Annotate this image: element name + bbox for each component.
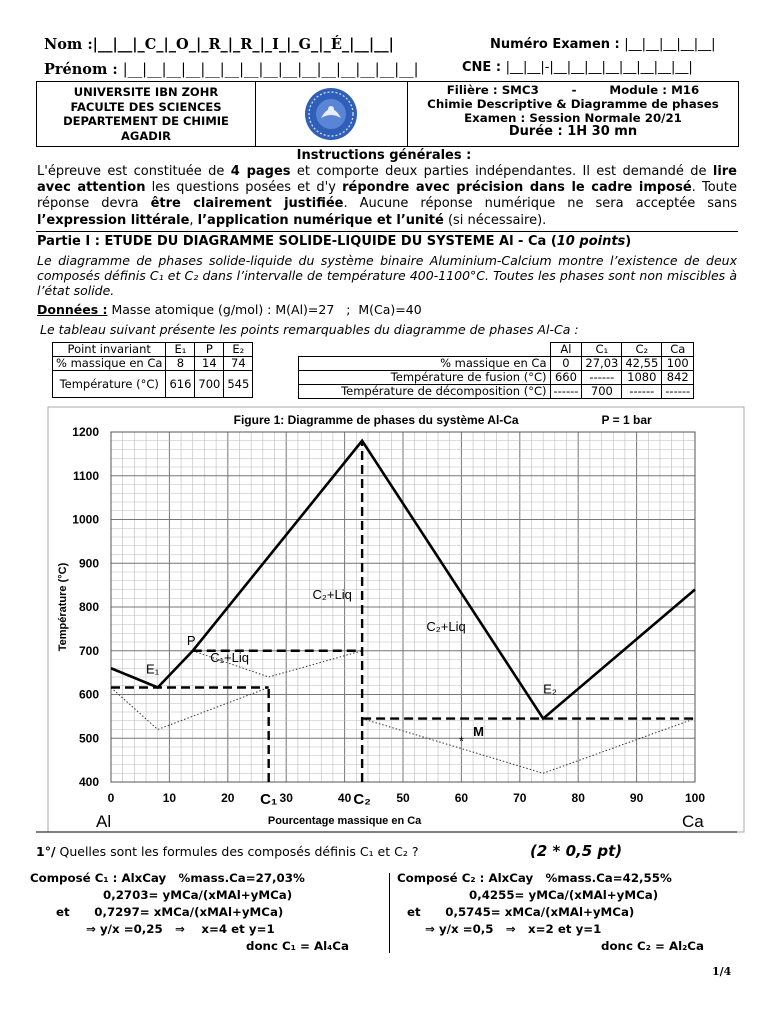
donnees-text: Masse atomique (g/mol) : M(Al)=27 ; M(Ca)=40 — [107, 302, 422, 317]
y-tick-label: 1200 — [72, 425, 99, 439]
table-cell: 27,03 — [582, 357, 622, 371]
firstname-label: Prénom : — [44, 61, 118, 78]
table-cell: 700 — [582, 385, 622, 399]
question-points: (2 * 0,5 pt) — [530, 842, 623, 860]
y-tick-label: 400 — [78, 775, 99, 789]
y-tick-label: 600 — [78, 687, 99, 702]
x-axis-label: Pourcentage massique en Ca — [267, 815, 422, 827]
compound-tick-label: C₂ — [353, 791, 371, 808]
instructions-divider — [36, 231, 738, 232]
table-cell — [299, 343, 551, 357]
instr-text-1: L'épreuve est constituée de — [37, 164, 231, 179]
instr-bold-3: répondre avec précision dans le cadre imposé — [342, 180, 692, 196]
answer-c2 — [397, 870, 757, 955]
part-points: 10 points — [556, 234, 626, 249]
axis-end-label-ca: Ca — [682, 812, 704, 831]
table-cell: Température de décomposition (°C) — [299, 385, 551, 399]
question-1 — [36, 844, 418, 859]
instr-text-6: , — [189, 212, 198, 228]
invariant-points-table — [52, 342, 253, 398]
part-title-text: Partie I : ETUDE DU DIAGRAMME SOLIDE-LIQUIDE DU SYSTEME Al - Ca ( — [37, 234, 557, 249]
phase-region-label: E₁ — [146, 661, 160, 677]
cne-field — [462, 60, 693, 75]
y-tick-label: 900 — [78, 556, 99, 571]
table-cell: E₂ — [224, 343, 253, 357]
y-tick-label: 1000 — [72, 512, 99, 527]
table-cell: 74 — [224, 357, 253, 371]
point-m-marker: * — [458, 733, 464, 749]
name-label: Nom : — [44, 36, 93, 53]
instr-bold-2: lire avec attention — [37, 164, 737, 196]
table-row — [299, 385, 694, 399]
x-tick-label: 60 — [454, 791, 469, 805]
table-row — [53, 343, 253, 357]
table-cell: 100 — [662, 357, 694, 371]
table-intro: Le tableau suivant présente les points remarquables du diagramme de phases Al-Ca : — [40, 322, 579, 337]
question-text: Quelles sont les formules des composés définis C₁ et C₂ ? — [55, 844, 419, 859]
table-cell: Ca — [662, 343, 694, 357]
instr-bold-6: l’application numérique et l’unité — [197, 212, 444, 228]
answer-c2-line: et 0,5745= xMCa/(xMAl+yMCa) — [407, 905, 635, 919]
instr-text-7: (si nécessaire). — [443, 212, 547, 228]
instr-text-5: . Aucune réponse numérique ne sera acceptée sans — [343, 196, 737, 212]
table-cell: P — [195, 343, 224, 357]
instr-bold-5: l’expression littérale — [37, 212, 190, 228]
table-cell: 660 — [550, 371, 582, 385]
answer-c2-line: 0,4255= yMCa/(xMAl+yMCa) — [469, 888, 659, 902]
table-cell: 545 — [224, 371, 253, 398]
y-tick-label: 700 — [78, 643, 99, 658]
phase-region-label: C₂+Liq — [312, 587, 352, 603]
phase-region-label: E₂ — [543, 681, 557, 697]
instr-text-2: et comporte deux parties indépendantes. Il est demandé de — [290, 164, 713, 179]
x-tick-label: 80 — [571, 791, 585, 805]
faculty-line: FACULTE DES SCIENCES — [70, 99, 222, 114]
y-tick-label: 1100 — [72, 468, 99, 483]
chart-title: Figure 1: Diagramme de phases du système Al-Ca — [233, 413, 519, 427]
university-line: UNIVERSITE IBN ZOHR — [73, 85, 219, 99]
name-value: |__|__|_C_|_O_|_R_|_R_|_I_|_G_|_É_|__|__| — [92, 36, 394, 53]
instructions-text — [37, 164, 737, 229]
x-tick-label: 20 — [221, 791, 235, 805]
answer-c2-line: ⇒ y/x =0,5 ⇒ x=2 et y=1 — [425, 922, 602, 936]
session-line: Examen : Session Normale 20/21 — [464, 111, 682, 125]
instr-bold-1: 4 pages — [230, 164, 291, 179]
module-line: Chimie Descriptive & Diagramme de phases — [427, 97, 719, 111]
instr-bold-4: être clairement justifiée — [150, 196, 344, 212]
y-tick-label: 500 — [78, 731, 99, 746]
table-cell: 8 — [166, 357, 195, 371]
filiere-line: Filière : SMC3 - Module : M16 — [446, 83, 700, 97]
table-row — [53, 357, 253, 371]
student-name-field — [44, 36, 394, 53]
table-cell: 42,55 — [622, 357, 662, 371]
answer-c2-line: Composé C₂ : AlxCay %mass.Ca=42,55% — [397, 871, 672, 885]
part-intro: Le diagramme de phases solide-liquide du système binaire Aluminium-Calcium montre l’existence de deux composés définis C₁ et C₂ dans l’intervalle de température 400-1100°C. Toutes les phases sont non miscibles à l’état solide. — [37, 253, 737, 298]
table-cell: 14 — [195, 357, 224, 371]
instr-text-4: . Toute réponse devra — [37, 180, 737, 212]
cne-label: CNE : — [462, 60, 502, 75]
question-number: 1°/ — [36, 844, 56, 859]
instr-text-3: les questions posées et d'y — [145, 180, 343, 196]
answer-c1-line: 0,2703= yMCa/(xMAl+yMCa) — [103, 888, 293, 902]
phase-region-label: C₁+Liq — [210, 650, 249, 666]
x-tick-label: 100 — [684, 791, 706, 805]
x-tick-label: 10 — [162, 791, 177, 805]
table-cell: 616 — [166, 371, 195, 398]
table-cell: E₁ — [166, 343, 195, 357]
exam-number-label: Numéro Examen : — [490, 37, 620, 52]
answer-c2-result: donc C₂ = Al₂Ca — [601, 939, 704, 953]
compound-tick-label: C₁ — [260, 791, 278, 808]
table-cell: ------ — [662, 385, 694, 399]
table-cell: 700 — [195, 371, 224, 398]
chart-pressure-label: P = 1 bar — [601, 413, 652, 427]
table-cell: % massique en Ca — [299, 357, 551, 371]
axis-end-label-al: Al — [96, 812, 112, 831]
table-cell: 1080 — [622, 371, 662, 385]
donnees-line — [37, 302, 422, 317]
student-firstname-field — [44, 61, 418, 78]
duration-line: Durée : 1H 30 mn — [508, 124, 638, 139]
y-tick-label: 800 — [78, 600, 99, 614]
page-number: 1/4 — [712, 965, 732, 978]
x-tick-label: 90 — [629, 791, 644, 805]
phase-diagram-chart — [0, 405, 768, 838]
table-cell: 842 — [662, 371, 694, 385]
phase-region-label: M — [473, 724, 484, 740]
exam-number-field — [490, 37, 716, 52]
x-tick-label: 50 — [396, 791, 410, 805]
part-title-close: ) — [625, 234, 632, 249]
department-line: DEPARTEMENT DE CHIMIE — [63, 114, 229, 128]
phase-region-label: P — [186, 633, 196, 649]
answer-divider — [389, 873, 390, 953]
y-axis-label: Température (°C) — [57, 562, 69, 652]
table-cell: % massique en Ca — [53, 357, 166, 371]
table-cell: C₁ — [582, 343, 622, 357]
x-tick-label: 70 — [513, 791, 527, 805]
table-cell: ------ — [550, 385, 582, 399]
table-row — [299, 371, 694, 385]
phase-region-label: C₂+Liq — [426, 619, 466, 635]
chart-frame — [48, 407, 744, 832]
part-title — [37, 234, 631, 249]
table-cell: 0 — [550, 357, 582, 371]
donnees-label: Données : — [37, 302, 108, 317]
table-cell: Point invariant — [53, 343, 166, 357]
x-tick-label: 40 — [337, 791, 352, 805]
exam-header-box — [36, 81, 739, 147]
answer-c1-result: donc C₁ = Al₄Ca — [246, 939, 349, 953]
table-cell: Température (°C) — [53, 371, 166, 398]
logo-block — [255, 82, 408, 146]
x-tick-label: 30 — [279, 791, 293, 805]
answer-c1 — [30, 870, 390, 955]
university-logo — [255, 82, 407, 146]
exam-info-block — [409, 82, 737, 139]
table-cell: ------ — [582, 371, 622, 385]
institution-block — [37, 82, 256, 146]
firstname-value: |__|__|__|__|__|__|__|__|__|__|__|__|__|__|__| — [122, 62, 419, 78]
table-cell: Al — [550, 343, 582, 357]
table-row — [299, 357, 694, 371]
answer-c1-line: et 0,7297= xMCa/(xMAl+yMCa) — [56, 905, 284, 919]
table-row — [53, 371, 253, 398]
answer-c1-line: Composé C₁ : AlxCay %mass.Ca=27,03% — [30, 871, 305, 885]
answer-c1-line: ⇒ y/x =0,25 ⇒ x=4 et y=1 — [86, 922, 275, 936]
x-tick-label: 0 — [107, 791, 115, 805]
table-cell: ------ — [622, 385, 662, 399]
table-cell: Température de fusion (°C) — [299, 371, 551, 385]
melting-points-table — [298, 342, 694, 399]
cne-value: |__|__|-|__|__|__|__|__|__|__|__| — [505, 60, 693, 75]
instructions-title: Instructions générales : — [296, 148, 472, 163]
table-row — [299, 343, 694, 357]
city-line: AGADIR — [121, 128, 171, 143]
table-cell: C₂ — [622, 343, 662, 357]
exam-number-value: |__|__|__|__|__| — [624, 37, 716, 52]
